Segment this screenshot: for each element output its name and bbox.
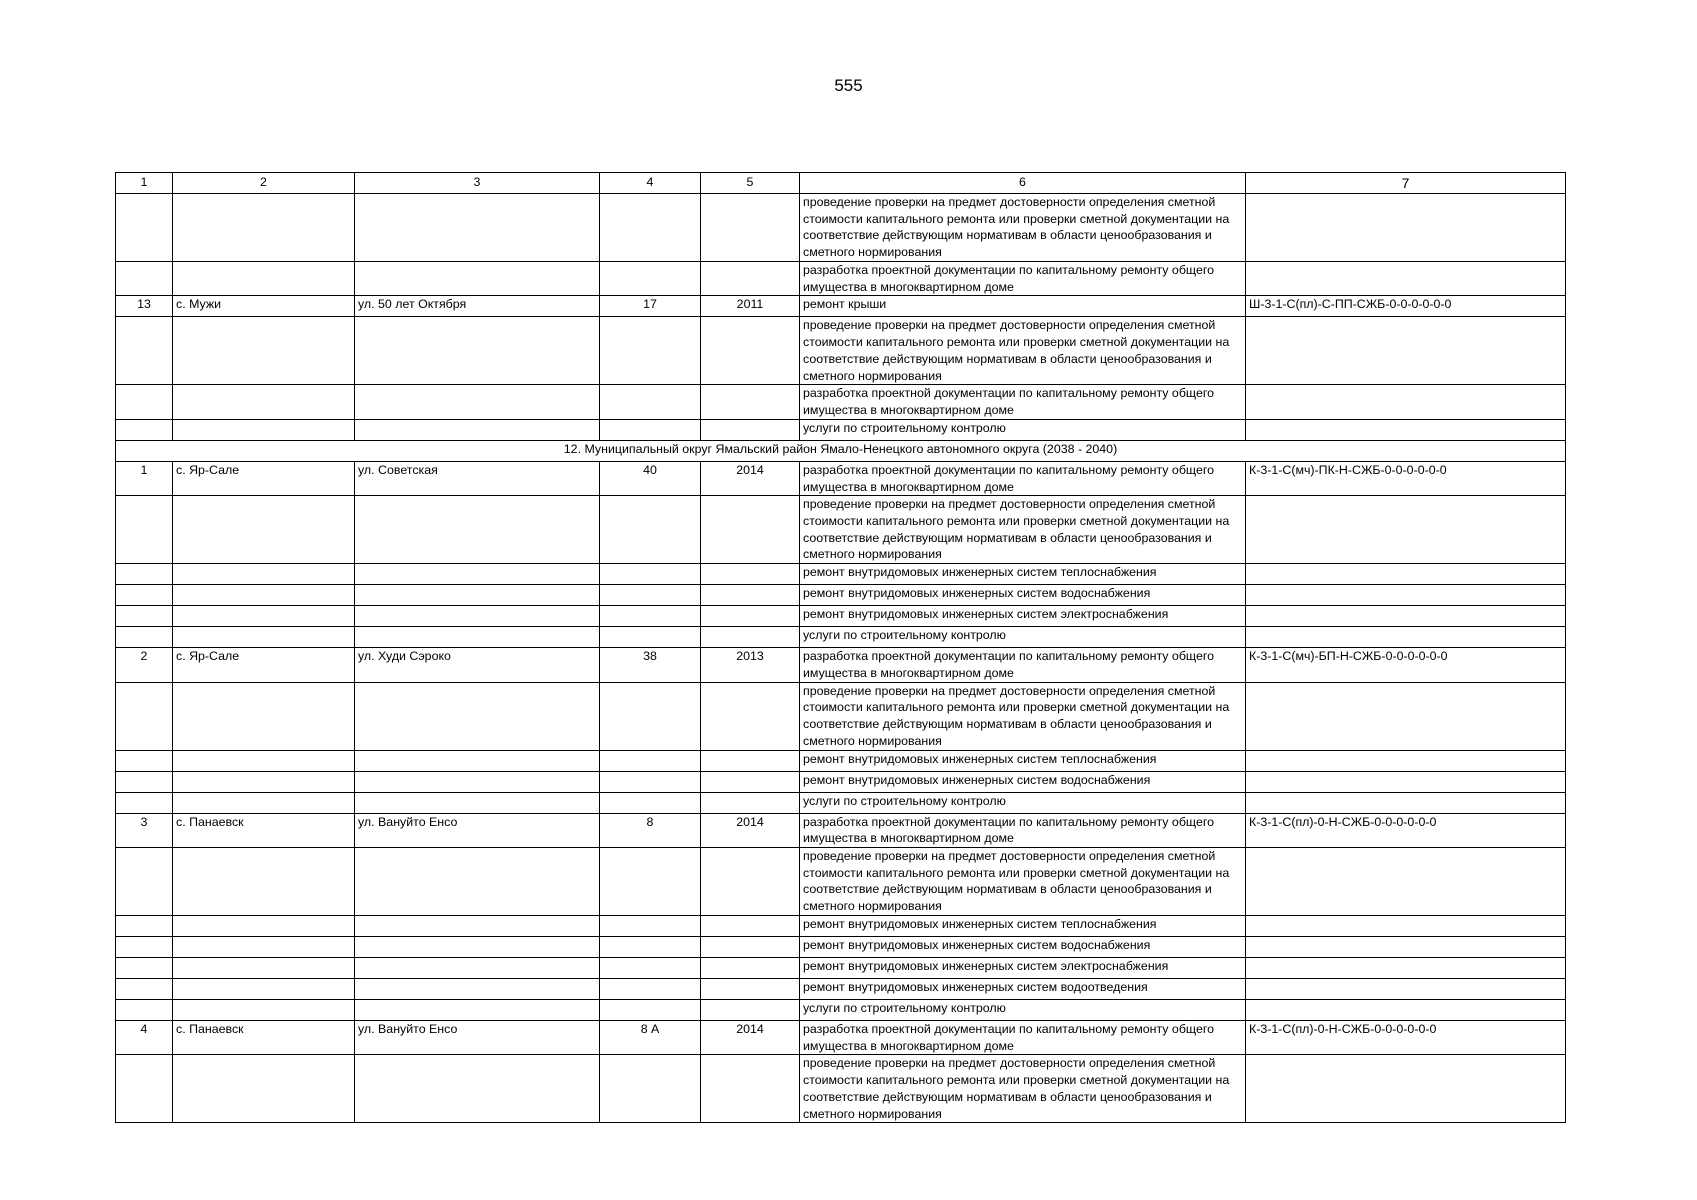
cell-house [600,606,701,627]
cell-street [355,194,600,262]
cell-year [701,682,800,750]
cell-number [116,958,173,979]
cell-code [1246,1000,1566,1021]
cell-house [600,585,701,606]
cell-settlement [173,564,355,585]
cell-house [600,564,701,585]
cell-code [1246,496,1566,564]
cell-code: К-3-1-С(пл)-0-Н-СЖБ-0-0-0-0-0-0 [1246,813,1566,847]
table-row [116,648,1566,682]
cell-street: ул. Худи Сэроко [355,648,600,682]
table-row [116,419,1566,440]
cell-code [1246,606,1566,627]
cell-number: 3 [116,813,173,847]
table-row [116,585,1566,606]
table-row [116,916,1566,937]
cell-house [600,194,701,262]
cell-work-type: услуги по строительному контролю [800,419,1246,440]
cell-number: 13 [116,296,173,317]
cell-code [1246,792,1566,813]
cell-work-type: ремонт внутридомовых инженерных систем водоснабжения [800,937,1246,958]
cell-settlement [173,585,355,606]
cell-street [355,317,600,385]
section-row [116,440,1566,461]
cell-number [116,496,173,564]
cell-work-type: разработка проектной документации по капитальному ремонту общего имущества в многоквартирном доме [800,1021,1246,1055]
header-cell: 6 [800,173,1246,194]
cell-code [1246,848,1566,916]
cell-work-type: разработка проектной документации по капитальному ремонту общего имущества в многоквартирном доме [800,262,1246,296]
table-row [116,937,1566,958]
table-body [116,173,1566,1123]
cell-settlement: с. Яр-Сале [173,648,355,682]
cell-settlement [173,958,355,979]
page-number: 555 [834,76,863,95]
table-row [116,682,1566,750]
cell-settlement: с. Панаевск [173,813,355,847]
cell-code [1246,419,1566,440]
table-row [116,296,1566,317]
cell-number: 1 [116,461,173,495]
cell-house [600,682,701,750]
cell-house [600,385,701,419]
cell-street [355,979,600,1000]
cell-year: 2011 [701,296,800,317]
table-row [116,848,1566,916]
cell-code: К-3-1-С(мч)-ПК-Н-СЖБ-0-0-0-0-0-0 [1246,461,1566,495]
cell-work-type: разработка проектной документации по капитальному ремонту общего имущества в многоквартирном доме [800,648,1246,682]
table-row [116,385,1566,419]
cell-house [600,771,701,792]
cell-house [600,848,701,916]
cell-house [600,750,701,771]
cell-year [701,262,800,296]
cell-number [116,606,173,627]
cell-settlement [173,606,355,627]
cell-street [355,916,600,937]
cell-settlement: с. Панаевск [173,1021,355,1055]
cell-code [1246,585,1566,606]
table-row [116,317,1566,385]
cell-code [1246,937,1566,958]
header-cell: 5 [701,173,800,194]
cell-street [355,937,600,958]
cell-settlement [173,1055,355,1123]
cell-work-type: разработка проектной документации по капитальному ремонту общего имущества в многоквартирном доме [800,461,1246,495]
cell-code [1246,262,1566,296]
cell-work-type: ремонт внутридомовых инженерных систем электроснабжения [800,958,1246,979]
cell-work-type: разработка проектной документации по капитальному ремонту общего имущества в многоквартирном доме [800,813,1246,847]
cell-work-type: ремонт внутридомовых инженерных систем водоотведения [800,979,1246,1000]
cell-code [1246,385,1566,419]
cell-house [600,419,701,440]
cell-year [701,750,800,771]
cell-house [600,1055,701,1123]
cell-number [116,682,173,750]
cell-street [355,958,600,979]
header-cell: 4 [600,173,701,194]
cell-settlement [173,194,355,262]
cell-number [116,262,173,296]
cell-number [116,1055,173,1123]
cell-settlement [173,937,355,958]
cell-code: Ш-3-1-С(пл)-С-ПП-СЖБ-0-0-0-0-0-0 [1246,296,1566,317]
table-row [116,564,1566,585]
cell-house [600,916,701,937]
cell-street [355,385,600,419]
header-cell: 7 [1246,173,1566,194]
cell-settlement [173,792,355,813]
header-cell: 1 [116,173,173,194]
cell-work-type: ремонт внутридомовых инженерных систем водоснабжения [800,585,1246,606]
cell-street [355,564,600,585]
cell-year [701,317,800,385]
cell-settlement [173,419,355,440]
cell-number [116,848,173,916]
capital-repair-table [115,172,1566,1123]
cell-year [701,194,800,262]
cell-number: 4 [116,1021,173,1055]
cell-year [701,1055,800,1123]
cell-settlement [173,317,355,385]
cell-street [355,585,600,606]
cell-house [600,317,701,385]
cell-house [600,1000,701,1021]
cell-work-type: ремонт внутридомовых инженерных систем теплоснабжения [800,564,1246,585]
cell-code [1246,771,1566,792]
cell-number [116,585,173,606]
cell-code: К-3-1-С(пл)-0-Н-СЖБ-0-0-0-0-0-0 [1246,1021,1566,1055]
cell-code [1246,958,1566,979]
cell-street [355,750,600,771]
cell-number [116,979,173,1000]
cell-work-type: ремонт внутридомовых инженерных систем теплоснабжения [800,750,1246,771]
cell-settlement [173,627,355,648]
cell-year [701,419,800,440]
cell-settlement [173,496,355,564]
cell-street [355,771,600,792]
table-row [116,958,1566,979]
cell-house: 40 [600,461,701,495]
cell-number [116,916,173,937]
cell-street [355,1000,600,1021]
cell-street [355,606,600,627]
cell-year [701,606,800,627]
cell-code: К-3-1-С(мч)-БП-Н-СЖБ-0-0-0-0-0-0 [1246,648,1566,682]
cell-work-type: проведение проверки на предмет достоверности определения сметной стоимости капитального ремонта или проверки сметной документации на соответствие действующим нормативам в области ценообразования и сметного нормирования [800,496,1246,564]
table-row [116,1055,1566,1123]
cell-code [1246,564,1566,585]
cell-settlement [173,771,355,792]
cell-work-type: ремонт внутридомовых инженерных систем электроснабжения [800,606,1246,627]
cell-year [701,385,800,419]
cell-number [116,627,173,648]
cell-settlement [173,750,355,771]
cell-code [1246,916,1566,937]
cell-year: 2014 [701,813,800,847]
cell-year [701,916,800,937]
cell-number [116,419,173,440]
cell-work-type: услуги по строительному контролю [800,792,1246,813]
cell-street [355,792,600,813]
cell-year [701,585,800,606]
cell-house: 8 [600,813,701,847]
table-row [116,606,1566,627]
cell-number [116,317,173,385]
cell-number [116,385,173,419]
cell-number [116,194,173,262]
cell-house: 38 [600,648,701,682]
cell-work-type: проведение проверки на предмет достоверности определения сметной стоимости капитального ремонта или проверки сметной документации на соответствие действующим нормативам в области ценообразования и сметного нормирования [800,317,1246,385]
table-row [116,262,1566,296]
cell-work-type: проведение проверки на предмет достоверности определения сметной стоимости капитального ремонта или проверки сметной документации на соответствие действующим нормативам в области ценообразования и сметного нормирования [800,848,1246,916]
cell-year [701,792,800,813]
cell-work-type: услуги по строительному контролю [800,627,1246,648]
cell-code [1246,750,1566,771]
cell-code [1246,627,1566,648]
cell-settlement [173,916,355,937]
cell-number [116,792,173,813]
cell-work-type: проведение проверки на предмет достоверности определения сметной стоимости капитального ремонта или проверки сметной документации на соответствие действующим нормативам в области ценообразования и сметного нормирования [800,194,1246,262]
cell-street [355,1055,600,1123]
cell-settlement [173,385,355,419]
cell-year [701,937,800,958]
cell-house: 17 [600,296,701,317]
cell-code [1246,682,1566,750]
cell-year: 2014 [701,1021,800,1055]
cell-house [600,792,701,813]
table-row [116,194,1566,262]
cell-street [355,682,600,750]
cell-street: ул. 50 лет Октября [355,296,600,317]
cell-year [701,1000,800,1021]
cell-code [1246,317,1566,385]
table-row [116,1021,1566,1055]
cell-year: 2014 [701,461,800,495]
table-row [116,461,1566,495]
cell-year [701,771,800,792]
cell-work-type: ремонт крыши [800,296,1246,317]
table-row [116,792,1566,813]
cell-year [701,958,800,979]
cell-number [116,771,173,792]
table-row [116,627,1566,648]
header-cell: 3 [355,173,600,194]
cell-street: ул. Вануйто Енсо [355,1021,600,1055]
cell-settlement [173,262,355,296]
table-row [116,813,1566,847]
cell-street [355,262,600,296]
cell-street: ул. Советская [355,461,600,495]
header-cell: 2 [173,173,355,194]
cell-year [701,627,800,648]
table-row [116,771,1566,792]
cell-work-type: услуги по строительному контролю [800,1000,1246,1021]
cell-year [701,496,800,564]
cell-street [355,848,600,916]
cell-code [1246,1055,1566,1123]
cell-number [116,564,173,585]
table-row [116,750,1566,771]
cell-settlement: с. Яр-Сале [173,461,355,495]
cell-work-type: ремонт внутридомовых инженерных систем водоснабжения [800,771,1246,792]
cell-settlement [173,682,355,750]
cell-number [116,937,173,958]
cell-year [701,564,800,585]
cell-number [116,1000,173,1021]
cell-house [600,627,701,648]
cell-work-type: проведение проверки на предмет достоверности определения сметной стоимости капитального ремонта или проверки сметной документации на соответствие действующим нормативам в области ценообразования и сметного нормирования [800,1055,1246,1123]
table-row [116,1000,1566,1021]
cell-house [600,958,701,979]
cell-work-type: разработка проектной документации по капитальному ремонту общего имущества в многоквартирном доме [800,385,1246,419]
table-header-row [116,173,1566,194]
cell-settlement: с. Мужи [173,296,355,317]
cell-work-type: проведение проверки на предмет достоверности определения сметной стоимости капитального ремонта или проверки сметной документации на соответствие действующим нормативам в области ценообразования и сметного нормирования [800,682,1246,750]
cell-settlement [173,1000,355,1021]
cell-street [355,419,600,440]
section-title: 12. Муниципальный округ Ямальский район Ямало-Ненецкого автономного округа (2038 - 2040) [116,440,1566,461]
cell-year: 2013 [701,648,800,682]
cell-house [600,496,701,564]
table-row [116,979,1566,1000]
cell-street [355,627,600,648]
cell-house [600,937,701,958]
cell-house: 8 А [600,1021,701,1055]
cell-code [1246,194,1566,262]
cell-code [1246,979,1566,1000]
cell-number: 2 [116,648,173,682]
cell-number [116,750,173,771]
cell-year [701,848,800,916]
cell-settlement [173,979,355,1000]
cell-settlement [173,848,355,916]
cell-work-type: ремонт внутридомовых инженерных систем теплоснабжения [800,916,1246,937]
cell-house [600,262,701,296]
cell-street [355,496,600,564]
cell-street: ул. Вануйто Енсо [355,813,600,847]
cell-year [701,979,800,1000]
cell-house [600,979,701,1000]
table-row [116,496,1566,564]
